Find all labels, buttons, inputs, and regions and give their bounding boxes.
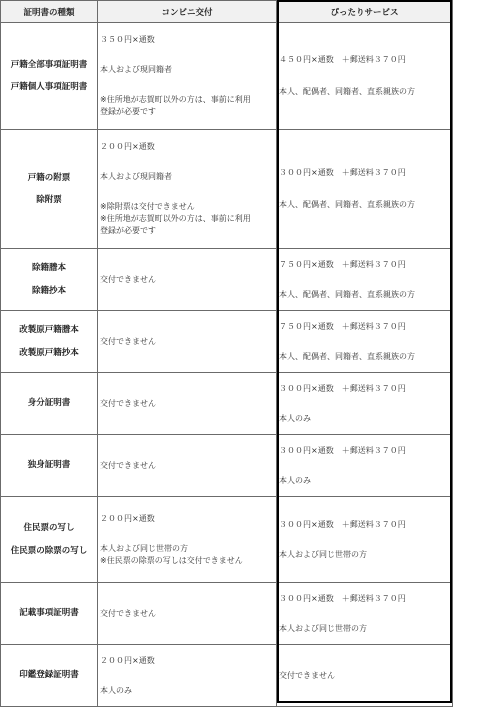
fee-text: ７５０円×通数 ＋郵送料３７０円 [279,321,406,331]
note-text: ※住民票の除票の写しは交付できません [100,555,243,565]
not-available-text: 交付できません [100,274,156,284]
pittari-cell [277,23,453,130]
certificate-name: 住民票の写し [23,523,75,534]
convenience-cell [98,373,277,435]
fee-text: ３００円×通数 ＋郵送料３７０円 [279,383,406,393]
pittari-cell [277,435,453,497]
header-certificate-type: 証明書の種類 [1,1,98,23]
eligibility-text: 本人、配偶者、同籍者、直系親族の方 [279,200,415,209]
pittari-cell [277,130,453,249]
table-row [1,435,453,497]
not-available-text: 交付できません [100,460,156,470]
certificate-name-cell [1,249,98,311]
certificate-name-cell [1,130,98,249]
note-text: ※除附票は交付できません [100,202,195,211]
not-available-text: 交付できません [279,670,335,680]
certificate-name: 戸籍の附票 [27,172,71,183]
eligibility-text: 本人および同じ世帯の方 [279,549,367,559]
convenience-cell [98,435,277,497]
fee-text: ２００円×通数 [100,655,155,665]
table-row [1,583,453,645]
pittari-cell [277,583,453,645]
certificate-name-cell [1,583,98,645]
eligibility-text: 本人のみ [279,413,311,423]
not-available-text: 交付できません [100,336,156,346]
convenience-cell [98,130,277,249]
eligibility-text: 本人、配偶者、同籍者、直系親族の方 [279,351,415,361]
certificate-name: 戸籍個人事項証明書 [10,82,88,92]
table-row [1,130,453,249]
not-available-text: 交付できません [100,398,156,408]
table-row [1,645,453,707]
certificate-name: 記載事項証明書 [19,608,79,619]
fee-text: ２００円×通数 [100,142,155,151]
pittari-cell [277,645,453,707]
note-text: ※住所地が志賀町以外の方は、事前に利用 [100,214,251,223]
table-row [1,497,453,583]
convenience-cell [98,497,277,583]
not-available-text: 交付できません [100,608,156,618]
eligibility-text: 本人および同じ世帯の方 [100,543,188,553]
certificate-name-cell [1,23,98,130]
fee-text: ４５０円×通数 ＋郵送料３７０円 [279,55,406,64]
certificate-name: 戸籍全部事項証明書 [10,59,88,70]
certificate-name: 改製原戸籍抄本 [19,347,79,358]
eligibility-text: 本人および同じ世帯の方 [279,623,367,633]
eligibility-text: 本人、配偶者、同籍者、直系親族の方 [279,289,415,299]
note-text: 登録が必要です [100,107,156,116]
fee-text: ３００円×通数 ＋郵送料３７０円 [279,168,406,177]
note-text: 登録が必要です [100,226,156,235]
certificate-name-cell [1,645,98,707]
fee-text: ３００円×通数 ＋郵送料３７０円 [279,519,406,529]
convenience-cell [98,23,277,130]
convenience-cell [98,249,277,311]
pittari-cell [277,497,453,583]
fee-text: ３００円×通数 ＋郵送料３７０円 [279,593,406,603]
certificate-name: 住民票の除票の写し [10,545,88,556]
table-row [1,373,453,435]
header-convenience-store: コンビニ交付 [98,1,277,23]
certificate-name: 身分証明書 [27,398,71,409]
header-pittari-service: ぴったりサービス [277,1,453,23]
eligibility-text: 本人のみ [100,685,132,695]
convenience-cell [98,645,277,707]
certificate-name: 除附票 [36,195,62,205]
header-row [1,1,453,23]
table-row [1,23,453,130]
certificate-name: 除籍抄本 [31,285,66,296]
eligibility-text: 本人および現同籍者 [100,65,172,74]
eligibility-text: 本人のみ [279,475,311,485]
fee-text: ７５０円×通数 ＋郵送料３７０円 [279,259,406,269]
table-row [1,249,453,311]
convenience-cell [98,583,277,645]
certificate-name-cell [1,435,98,497]
certificate-name-cell [1,373,98,435]
fee-text: ３００円×通数 ＋郵送料３７０円 [279,445,406,455]
eligibility-text: 本人、配偶者、同籍者、直系親族の方 [279,87,415,96]
convenience-cell [98,311,277,373]
note-text: ※住所地が志賀町以外の方は、事前に利用 [100,95,251,104]
pittari-cell [277,373,453,435]
pittari-cell [277,311,453,373]
certificate-name: 改製原戸籍謄本 [19,325,79,336]
pittari-cell [277,249,453,311]
table-row [1,311,453,373]
fee-text: ２００円×通数 [100,513,155,523]
certificate-name: 除籍謄本 [31,263,66,274]
certificate-name: 印鑑登録証明書 [19,670,79,681]
certificate-name-cell [1,311,98,373]
eligibility-text: 本人および現同籍者 [100,172,172,181]
certificate-name: 独身証明書 [27,460,71,471]
fee-text: ３５０円×通数 [100,35,155,44]
certificate-name-cell [1,497,98,583]
